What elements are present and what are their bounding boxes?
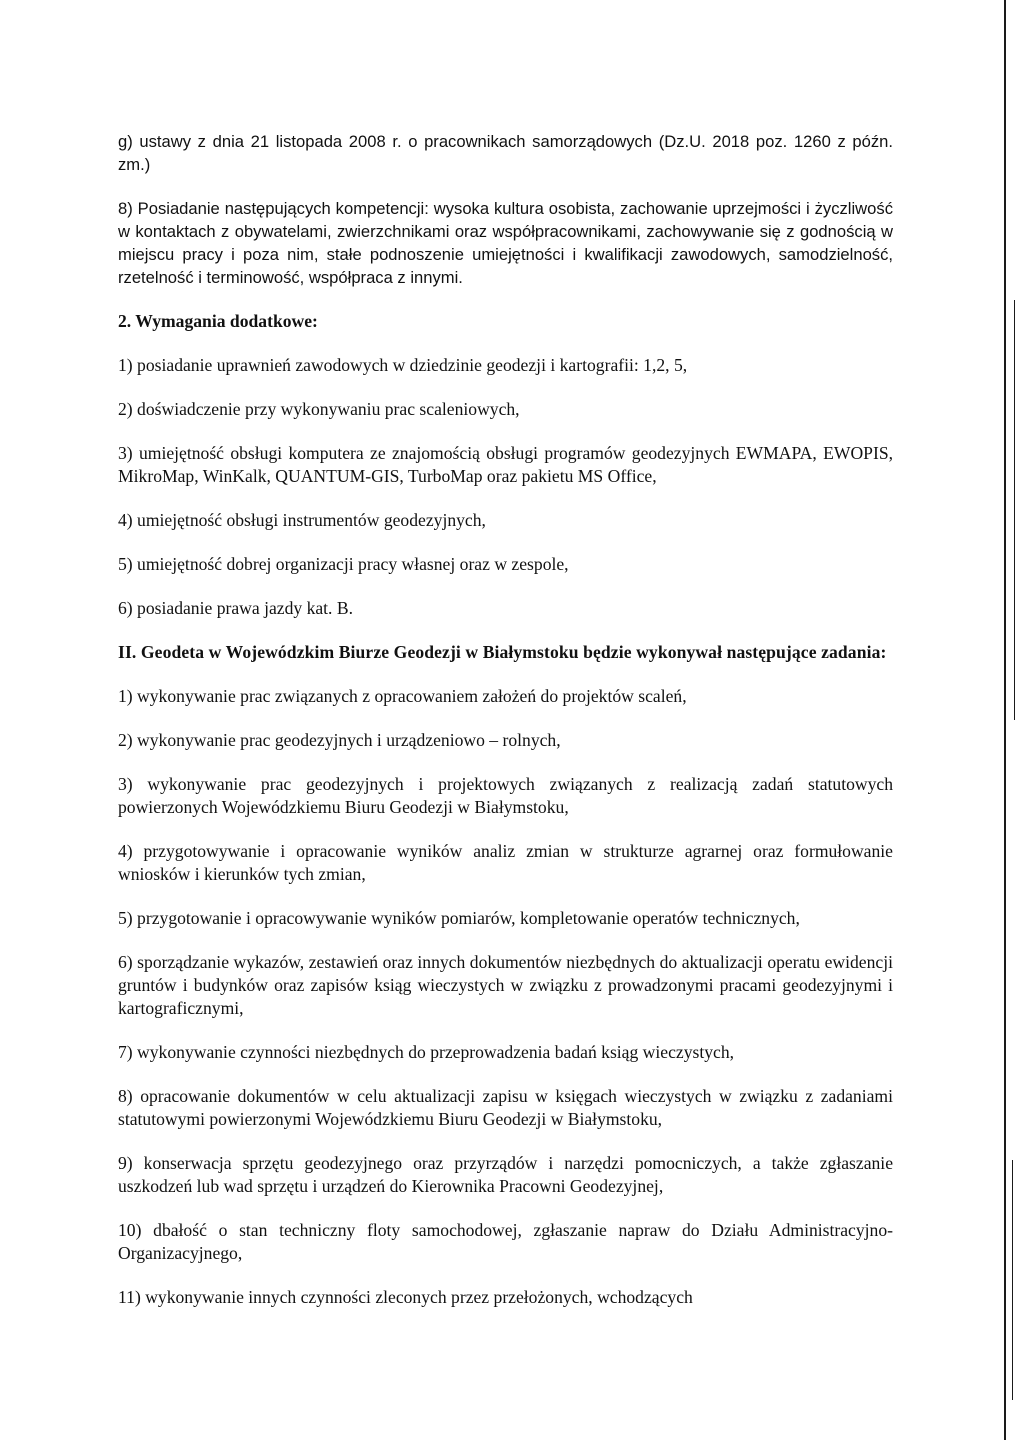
list-item: 10) dbałość o stan techniczny floty samochodowej, zgłaszanie napraw do Działu Administracyjno-Organizacyjnego, [118,1220,893,1263]
paragraph-8: 8) Posiadanie następujących kompetencji: wysoka kultura osobista, zachowanie uprzejmości i życzliwość w kontaktach z obywatelami, zwierzchnikami oraz współpracownikami, zachowywanie się z godnością w miejscu pracy i poza nim, stałe podnoszenie umiejętności i kwalifikacji zawodowych, samodzielność, rzetelność i terminowość, współpraca z innymi. [118,199,893,287]
heading-text: 2. Wymagania dodatkowe: [118,311,318,331]
list-item: 9) konserwacja sprzętu geodezyjnego oraz przyrządów i narzędzi pomocniczych, a także zgłaszanie uszkodzeń lub wad sprzętu i urządzeń do Kierownika Pracowni Geodezyjnej, [118,1153,893,1196]
list-item: 6) sporządzanie wykazów, zestawień oraz innych dokumentów niezbędnych do aktualizacji operatu ewidencji gruntów i budynków oraz zapisów ksiąg wieczystych w związku z prowadzonymi pracami geodezyjnymi i kartograficznymi, [118,952,893,1018]
list-item: 5) umiejętność dobrej organizacji pracy własnej oraz w zespole, [118,554,569,574]
list-item: 3) umiejętność obsługi komputera ze znajomością obsługi programów geodezyjnych EWMAPA, EWOPIS, MikroMap, WinKalk, QUANTUM-GIS, TurboMap oraz pakietu MS Office, [118,443,893,486]
list-item: 1) posiadanie uprawnień zawodowych w dziedzinie geodezji i kartografii: 1,2, 5, [118,355,688,375]
scan-edge-line [1012,1160,1013,1400]
list-item: 4) przygotowywanie i opracowanie wyników analiz zmian w strukturze agrarnej oraz formułowanie wniosków i kierunków tych zmian, [118,841,893,884]
list-item: 3) wykonywanie prac geodezyjnych i projektowych związanych z realizacją zadań statutowych powierzonych Wojewódzkiemu Biuru Geodezji w Białymstoku, [118,774,893,817]
paragraph-g: g) ustawy z dnia 21 listopada 2008 r. o pracownikach samorządowych (Dz.U. 2018 poz. 1260 z późn. zm.) [118,132,893,174]
section-heading-additional [118,310,893,333]
list-item: 11) wykonywanie innych czynności zleconych przez przełożonych, wchodzących [118,1287,693,1307]
list-item: 6) posiadanie prawa jazdy kat. B. [118,598,353,618]
list-item: 2) doświadczenie przy wykonywaniu prac scaleniowych, [118,399,520,419]
list-item: 4) umiejętność obsługi instrumentów geodezyjnych, [118,510,486,530]
list-item: 8) opracowanie dokumentów w celu aktualizacji zapisu w księgach wieczystych w związku z zadaniami statutowymi powierzonymi Wojewódzkiemu Biuru Geodezji w Białymstoku, [118,1086,893,1129]
list-item: 5) przygotowanie i opracowywanie wyników pomiarów, kompletowanie operatów technicznych, [118,908,800,928]
section-heading-tasks: II. Geodeta w Wojewódzkim Biurze Geodezji w Białymstoku będzie wykonywał następujące zadania: [118,642,887,662]
document-body [118,130,893,1309]
list-item: 1) wykonywanie prac związanych z opracowaniem założeń do projektów scaleń, [118,686,687,706]
list-item: 7) wykonywanie czynności niezbędnych do przeprowadzenia badań ksiąg wieczystych, [118,1042,735,1062]
list-item: 2) wykonywanie prac geodezyjnych i urządzeniowo – rolnych, [118,730,561,750]
scan-edge-line [1014,300,1015,720]
scan-edge-line [1004,0,1006,1440]
